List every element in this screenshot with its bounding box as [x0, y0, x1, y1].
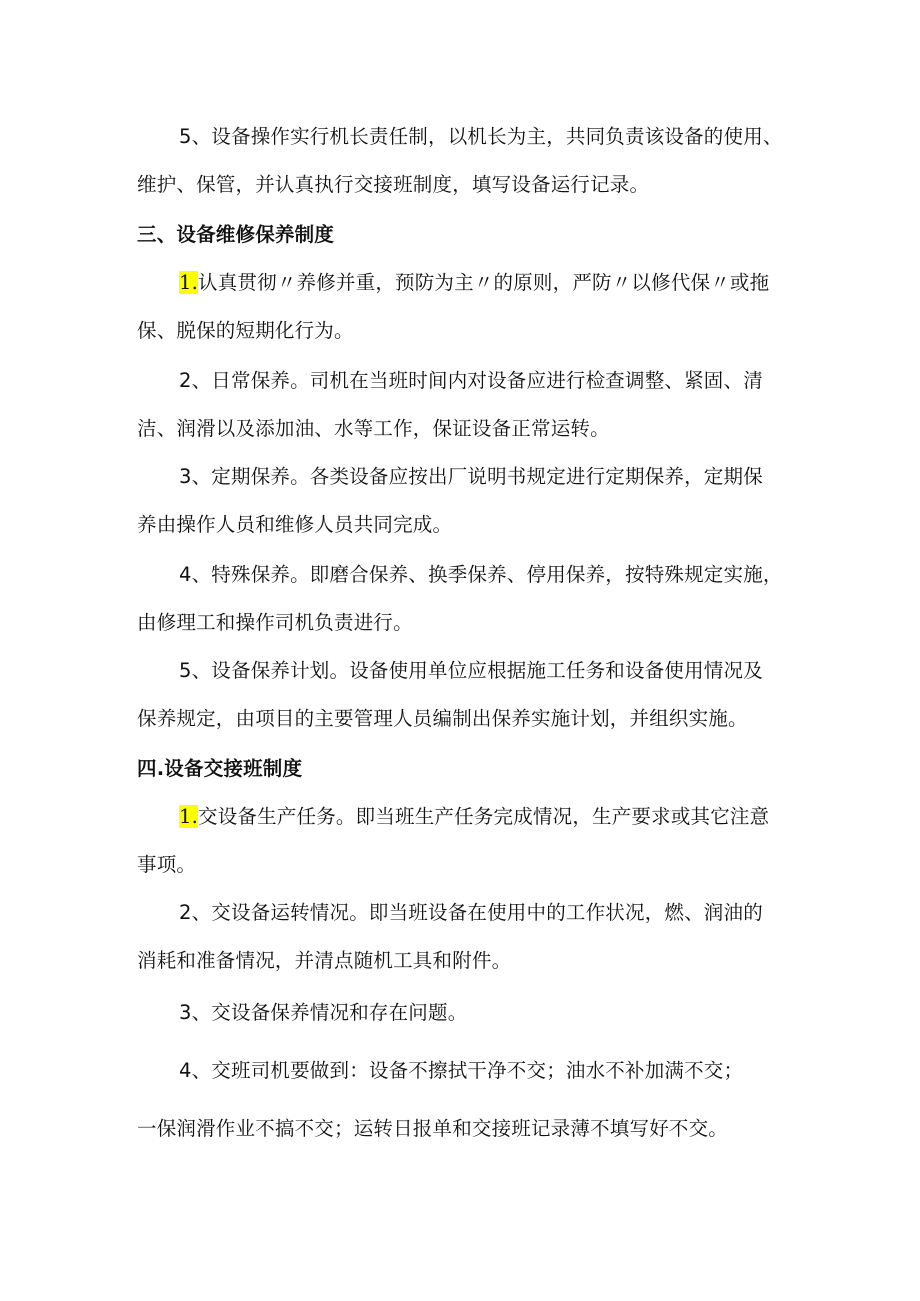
heading-text: 四.设备交接班制度	[137, 757, 303, 780]
text-line: 2、交设备运转情况。即当班设备在使用中的工作状况，燃、润油的	[179, 901, 763, 924]
highlighted-item-number: 1.	[179, 805, 199, 828]
text-line: 5、设备操作实行机长责任制，以机长为主，共同负责该设备的使用、	[179, 125, 783, 148]
text-line: 由修理工和操作司机负责进行。	[137, 611, 413, 634]
section-heading	[0, 756, 920, 782]
paragraph-line	[0, 658, 920, 684]
paragraph-line	[0, 318, 920, 344]
paragraph-line	[0, 948, 920, 974]
paragraph-line	[0, 610, 920, 636]
text-line: 消耗和准备情况，并清点随机工具和附件。	[137, 949, 512, 972]
text-line: 4、交班司机要做到：设备不擦拭干净不交；油水不补加满不交；	[179, 1059, 744, 1082]
paragraph-line	[0, 804, 920, 830]
text-line: 3、定期保养。各类设备应按出厂说明书规定进行定期保养，定期保	[179, 465, 763, 488]
paragraph-line	[0, 900, 920, 926]
text-line: 4、特殊保养。即磨合保养、换季保养、停用保养，按特殊规定实施，	[179, 563, 783, 586]
text-line: 认真贯彻〃养修并重，预防为主〃的原则，严防〃以修代保〃或拖	[198, 271, 770, 294]
text-line: 一保润滑作业不搞不交；运转日报单和交接班记录薄不填写好不交。	[137, 1117, 729, 1140]
text-line: 维护、保管，并认真执行交接班制度，填写设备运行记录。	[137, 173, 650, 196]
text-line: 5、设备保养计划。设备使用单位应根据施工任务和设备使用情况及	[179, 659, 763, 682]
paragraph-line	[0, 416, 920, 442]
paragraph-line	[0, 368, 920, 394]
text-line: 保养规定，由项目的主要管理人员编制出保养实施计划，并组织实施。	[137, 707, 748, 730]
heading-text: 三、设备维修保养制度	[137, 223, 335, 246]
text-line: 2、日常保养。司机在当班时间内对设备应进行检查调整、紧固、清	[179, 369, 763, 392]
text-line: 事项。	[137, 853, 197, 876]
text-line: 保、脱保的短期化行为。	[137, 319, 354, 342]
paragraph-line	[0, 706, 920, 732]
section-heading	[0, 222, 920, 248]
paragraph-line	[0, 852, 920, 878]
paragraph-line	[0, 1116, 920, 1142]
text-line: 养由操作人员和维修人员共同完成。	[137, 513, 453, 536]
paragraph-line	[0, 1058, 920, 1084]
paragraph-line	[0, 1000, 920, 1026]
text-line: 洁、润滑以及添加油、水等工作，保证设备正常运转。	[137, 417, 610, 440]
paragraph-line	[0, 562, 920, 588]
paragraph-line	[0, 512, 920, 538]
paragraph-line	[0, 124, 920, 150]
text-line: 交设备生产任务。即当班生产任务完成情况，生产要求或其它注意	[198, 805, 770, 828]
paragraph-line	[0, 464, 920, 490]
paragraph-line	[0, 172, 920, 198]
paragraph-line	[0, 270, 920, 296]
text-line: 3、交设备保养情况和存在问题。	[179, 1001, 468, 1024]
highlighted-item-number: 1.	[179, 271, 199, 294]
